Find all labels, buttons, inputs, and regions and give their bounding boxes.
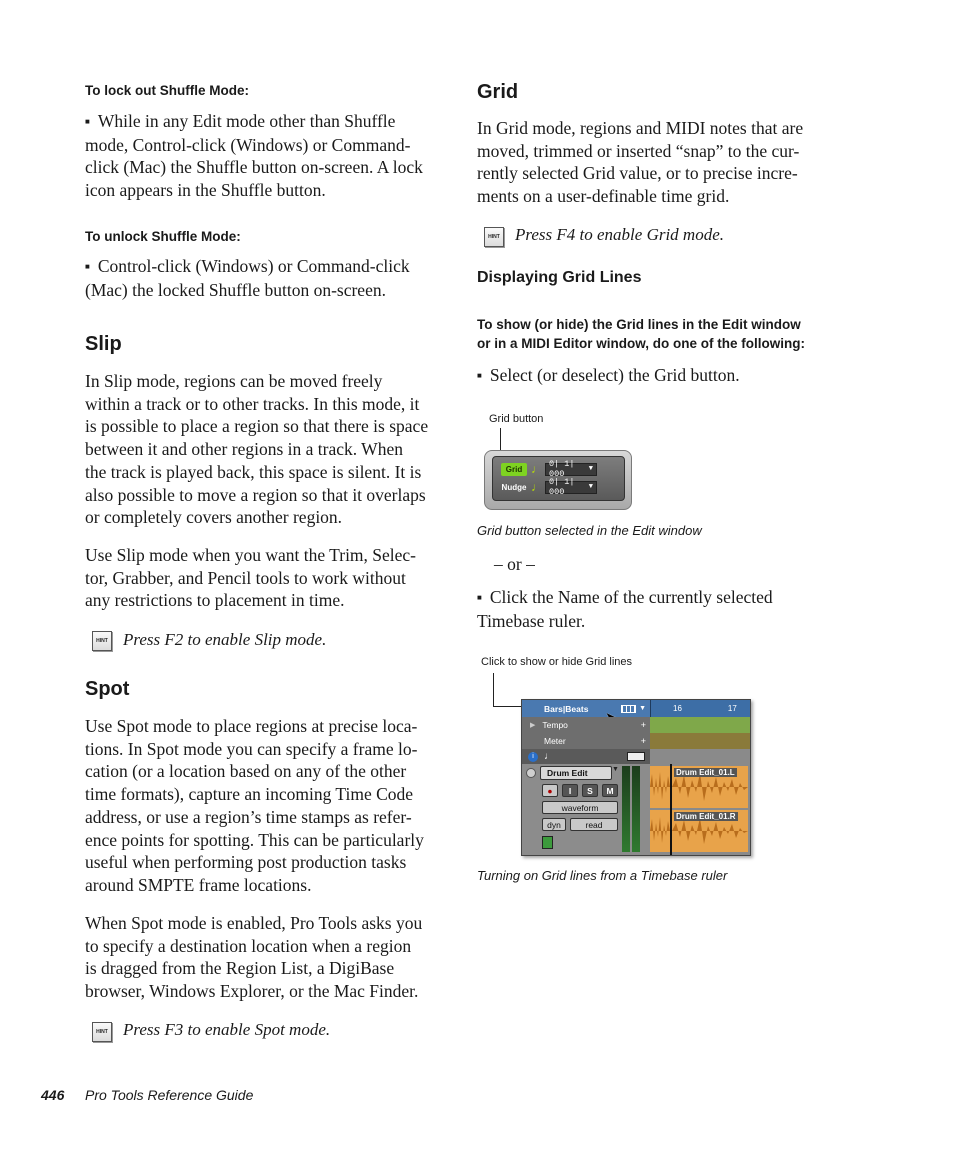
slip-p2-line-2: tor, Grabber, and Pencil tools to work without [85, 567, 406, 588]
grid-value-field[interactable] [545, 459, 597, 479]
note-icon: ♩ [531, 462, 543, 476]
callout-line [493, 673, 494, 707]
level-meter-right [632, 766, 640, 852]
dyn-button[interactable]: dyn [542, 818, 566, 831]
track-controls-top [522, 749, 650, 764]
lock-shuffle-title: To lock out Shuffle Mode: [85, 83, 249, 98]
waveform-region[interactable] [650, 810, 670, 852]
grid-value: 0| 1| 000 [549, 459, 575, 479]
track-select-icon[interactable] [526, 768, 536, 778]
mute-button[interactable]: M [602, 784, 618, 797]
spot-hint: Press F3 to enable Spot mode. [123, 1020, 331, 1039]
spot-p2-line-3: is dragged from the Region List, a DigiBase [85, 958, 395, 979]
unlock-shuffle-title: To unlock Shuffle Mode: [85, 229, 241, 244]
spot-p1-line-6: ence points for spotting. This can be particularly [85, 829, 424, 850]
grid-button-caption: Grid button selected in the Edit window [477, 523, 702, 538]
bars-beats-ruler [522, 700, 750, 717]
click-ruler-line-1: ■ Click the Name of the currently selected [477, 586, 837, 610]
select-grid-bullet: ■ Select (or deselect) the Grid button. [477, 364, 740, 388]
grid-hint: Press F4 to enable Grid mode. [515, 225, 725, 244]
track-view-selector[interactable]: waveform [542, 801, 618, 814]
grid-p-line-2: moved, trimmed or inserted “snap” to the cur- [477, 140, 800, 161]
slip-p1-line-5: the track is played back, this space is silent. It is [85, 461, 422, 482]
lock-line-3: click (Mac) the Shuffle button on-screen. A lock [85, 157, 423, 178]
level-meter-left [622, 766, 630, 852]
hint-icon: HINT [92, 1022, 112, 1042]
spot-p1-line-5: address, or use a region’s time stamps as refer- [85, 806, 412, 827]
tempo-ruler [522, 717, 750, 733]
bar-17-label: 17 [727, 704, 737, 713]
note-icon: ♩ [544, 751, 554, 762]
meter-label-cell[interactable] [522, 733, 650, 749]
show-grid-title-line-2: or in a MIDI Editor window, do one of the following: [477, 336, 805, 351]
ruler-callout: Click to show or hide Grid lines [481, 656, 633, 668]
note-icon: ♩ [531, 480, 543, 494]
input-monitor-button[interactable]: I [562, 784, 578, 797]
track-header-bar [522, 749, 750, 764]
slip-heading: Slip [85, 333, 122, 355]
slip-p1-line-2: within a track or to other tracks. In this mode, it [85, 393, 420, 414]
lock-line-1: ■ While in any Edit mode other than Shuffle [85, 110, 445, 134]
unlock-line-2: (Mac) the locked Shuffle button on-screen. [85, 279, 386, 300]
add-icon[interactable]: + [640, 720, 646, 730]
slip-paragraph-2 [85, 544, 445, 612]
grid-lines-icon[interactable] [621, 705, 636, 713]
slip-hint: Press F2 to enable Slip mode. [123, 630, 327, 649]
info-icon[interactable]: i [528, 752, 538, 762]
spot-p2-line-2: to specify a destination location when a region [85, 935, 412, 956]
show-grid-title-line-1: To show (or hide) the Grid lines in the Edit window [477, 317, 801, 332]
spot-p2-line-4: browser, Windows Explorer, or the Mac Finder. [85, 981, 419, 1002]
spot-paragraph-2 [85, 912, 445, 1003]
grid-row [493, 461, 624, 477]
tempo-label: Tempo [542, 720, 568, 730]
region-right-channel[interactable] [672, 810, 748, 852]
or-separator: – or – [494, 554, 535, 574]
slip-p1-line-4: between it and other regions in a track. When [85, 439, 403, 460]
bar-16-label: 16 [673, 704, 682, 713]
ruler-name[interactable]: Bars|Beats [544, 703, 589, 714]
displaying-grid-lines-heading: Displaying Grid Lines [477, 269, 642, 286]
spot-p1-line-8: around SMPTE frame locations. [85, 874, 312, 895]
spot-p1-line-7: useful when performing post production tasks [85, 852, 407, 873]
ruler-caption: Turning on Grid lines from a Timebase ruler [477, 868, 728, 883]
grid-p-line-4: ments on a user-definable time grid. [477, 186, 730, 207]
click-ruler-bullet [477, 586, 837, 632]
region-left-channel[interactable] [672, 766, 748, 808]
grid-p-line-1: In Grid mode, regions and MIDI notes that are [477, 118, 804, 138]
grid-line [670, 764, 672, 855]
slip-p1-line-1: In Slip mode, regions can be moved freely [85, 371, 383, 391]
spot-p1-line-3: cation (or a location based on any of the other [85, 761, 407, 782]
lock-line-2: mode, Control-click (Windows) or Command- [85, 134, 411, 155]
hint-icon: HINT [484, 227, 504, 247]
track-header [522, 764, 650, 855]
track-playlist [650, 764, 750, 855]
record-button[interactable]: ● [542, 784, 558, 797]
spot-p1-line-2: tions. In Spot mode you can specify a frame lo- [85, 738, 418, 759]
track-name-button[interactable]: Drum Edit [540, 766, 612, 780]
edit-window-excerpt [521, 699, 751, 856]
add-icon[interactable]: + [640, 736, 646, 746]
slip-paragraph-1 [85, 370, 445, 529]
guide-title: Pro Tools Reference Guide [85, 1087, 254, 1103]
spot-p1-line-1: Use Spot mode to place regions at precise loca- [85, 716, 418, 736]
tempo-label-cell[interactable] [522, 717, 650, 733]
show-grid-title [477, 315, 857, 353]
dropdown-arrow-icon: ▼ [588, 465, 593, 473]
waveform-region[interactable] [650, 766, 670, 808]
page-number: 446 [41, 1087, 65, 1103]
nudge-value-field[interactable] [545, 477, 597, 497]
spot-p2-line-1: When Spot mode is enabled, Pro Tools asks you [85, 913, 423, 933]
slip-p1-line-3: is possible to place a region so that there is space [85, 416, 429, 437]
hint-icon: HINT [92, 631, 112, 651]
solo-button[interactable]: S [582, 784, 598, 797]
nudge-button[interactable]: Nudge [501, 482, 527, 492]
unlock-line-1: ■ Control-click (Windows) or Command-click [85, 255, 445, 279]
spot-p1-line-4: time formats), capture an incoming Time Code [85, 784, 414, 805]
meter-label: Meter [544, 736, 566, 746]
click-ruler-line-2: Timebase ruler. [477, 610, 586, 631]
region-name-right: Drum Edit_01.R [676, 812, 736, 821]
lock-shuffle-bullet [85, 110, 445, 202]
automation-mode-selector[interactable]: read [570, 818, 618, 831]
grid-paragraph [477, 117, 837, 208]
grid-p-line-3: rently selected Grid value, or to precise incre- [477, 163, 798, 184]
expand-arrow-icon: ▶ [530, 722, 536, 729]
lock-line-4: icon appears in the Shuffle button. [85, 180, 326, 201]
grid-toggle-icon[interactable] [627, 752, 645, 761]
grid-nudge-display [492, 456, 625, 501]
grid-button[interactable]: Grid [501, 463, 527, 476]
unlock-shuffle-bullet [85, 255, 445, 301]
dropdown-arrow-icon: ▼ [588, 483, 593, 491]
slip-p1-line-6: also possible to move a region so that it overlaps [85, 484, 426, 505]
voice-icon[interactable] [542, 836, 553, 849]
dropdown-arrow-icon[interactable]: ▼ [639, 705, 646, 712]
grid-button-callout: Grid button [489, 413, 544, 425]
region-name-left: Drum Edit_01.L [676, 768, 735, 777]
dropdown-arrow-icon: ▼ [612, 766, 619, 773]
spot-heading: Spot [85, 678, 130, 700]
nudge-row [493, 479, 624, 495]
slip-p2-line-3: any restrictions to placement in time. [85, 590, 345, 611]
slip-p1-line-7: or completely covers another region. [85, 507, 343, 528]
ruler-name-cell[interactable] [522, 700, 650, 717]
slip-p2-line-1: Use Slip mode when you want the Trim, Selec- [85, 545, 417, 565]
nudge-value: 0| 1| 000 [549, 477, 575, 497]
spot-paragraph-1 [85, 715, 445, 897]
grid-heading: Grid [477, 81, 519, 103]
meter-ruler [522, 733, 750, 749]
